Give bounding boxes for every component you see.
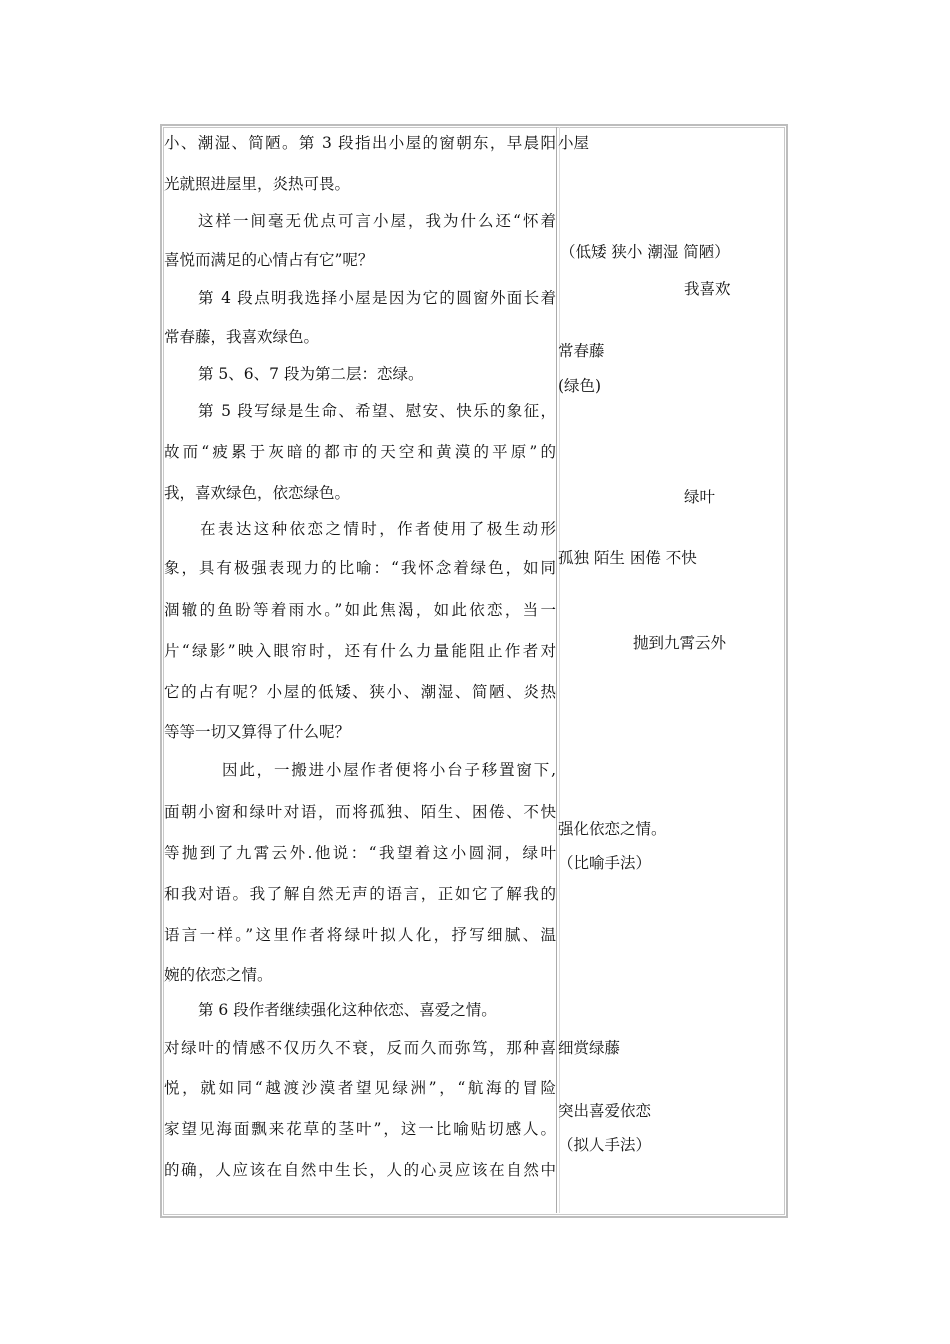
- text-line: 在表达这种依恋之情时，作者使用了极生动形: [200, 520, 556, 538]
- text-line: 因此，一搬进小屋作者便将小台子移置窗下,: [222, 761, 556, 779]
- text-line: 涸辙的鱼盼等着雨水。”如此焦渴，如此依恋，当一: [164, 601, 556, 619]
- note-text: 孤独 陌生 困倦 不快: [558, 549, 697, 567]
- note-text: (绿色): [558, 377, 602, 395]
- text-line: 第 6 段作者继续强化这种依恋、喜爱之情。: [198, 1001, 497, 1019]
- text-line: 我，喜欢绿色，依恋绿色。: [164, 484, 351, 502]
- text-line: 等等一切又算得了什么呢？: [164, 723, 351, 741]
- text-line: 第 5、6、7 段为第二层：恋绿。: [198, 365, 424, 383]
- text-line: 故而“疲累于灰暗的都市的天空和黄漠的平原”的: [164, 443, 556, 461]
- text-line: 第 5 段写绿是生命、希望、慰安、快乐的象征，: [198, 402, 556, 420]
- text-line: 常春藤，我喜欢绿色。: [164, 328, 320, 346]
- text-line: 和我对语。我了解自然无声的语言，正如它了解我的: [164, 885, 556, 903]
- text-line: 等抛到了九霄云外.他说：“我望着这小圆洞，绿叶: [164, 844, 556, 862]
- text-line: 婉的依恋之情。: [164, 966, 273, 984]
- text-line: 喜悦而满足的心情占有它”呢？: [164, 251, 374, 269]
- text-line: 它的占有呢？小屋的低矮、狭小、潮湿、简陋、炎热: [164, 683, 556, 701]
- text-line: 光就照进屋里，炎热可畏。: [164, 175, 351, 193]
- note-text: （低矮 狭小 潮湿 简陋）: [560, 243, 730, 261]
- note-text: 常春藤: [558, 342, 605, 360]
- note-text: （拟人手法）: [558, 1136, 652, 1154]
- text-line: 片“绿影”映入眼帘时，还有什么力量能阻止作者对: [164, 642, 556, 660]
- note-text: （比喻手法）: [558, 854, 652, 872]
- text-line: 悦，就如同“越渡沙漠者望见绿洲”，“航海的冒险: [164, 1079, 556, 1097]
- note-text: 突出喜爱依恋: [558, 1102, 652, 1120]
- text-line: 的确，人应该在自然中生长，人的心灵应该在自然中: [164, 1161, 556, 1179]
- note-text: 细赏绿藤: [558, 1039, 621, 1057]
- note-text: 绿叶: [684, 488, 716, 506]
- text-line: 家望见海面飘来花草的茎叶”，这一比喻贴切感人。: [164, 1120, 556, 1138]
- text-line: 小、潮湿、简陋。第 3 段指出小屋的窗朝东，早晨阳: [164, 134, 556, 152]
- column-divider: [556, 127, 557, 1213]
- text-line: 这样一间毫无优点可言小屋，我为什么还“怀着: [198, 212, 556, 230]
- note-text: 小屋: [558, 134, 590, 152]
- note-text: 强化依恋之情。: [558, 820, 667, 838]
- note-text: 我喜欢: [684, 280, 731, 298]
- note-text: 抛到九霄云外: [633, 634, 727, 652]
- text-line: 象，具有极强表现力的比喻：“我怀念着绿色，如同: [164, 559, 556, 577]
- text-line: 语言一样。”这里作者将绿叶拟人化，抒写细腻、温: [164, 926, 556, 944]
- text-line: 面朝小窗和绿叶对语，而将孤独、陌生、困倦、不快: [164, 803, 556, 821]
- text-line: 第 4 段点明我选择小屋是因为它的圆窗外面长着: [198, 289, 556, 307]
- text-line: 对绿叶的情感不仅历久不衰，反而久而弥笃，那种喜: [164, 1039, 556, 1057]
